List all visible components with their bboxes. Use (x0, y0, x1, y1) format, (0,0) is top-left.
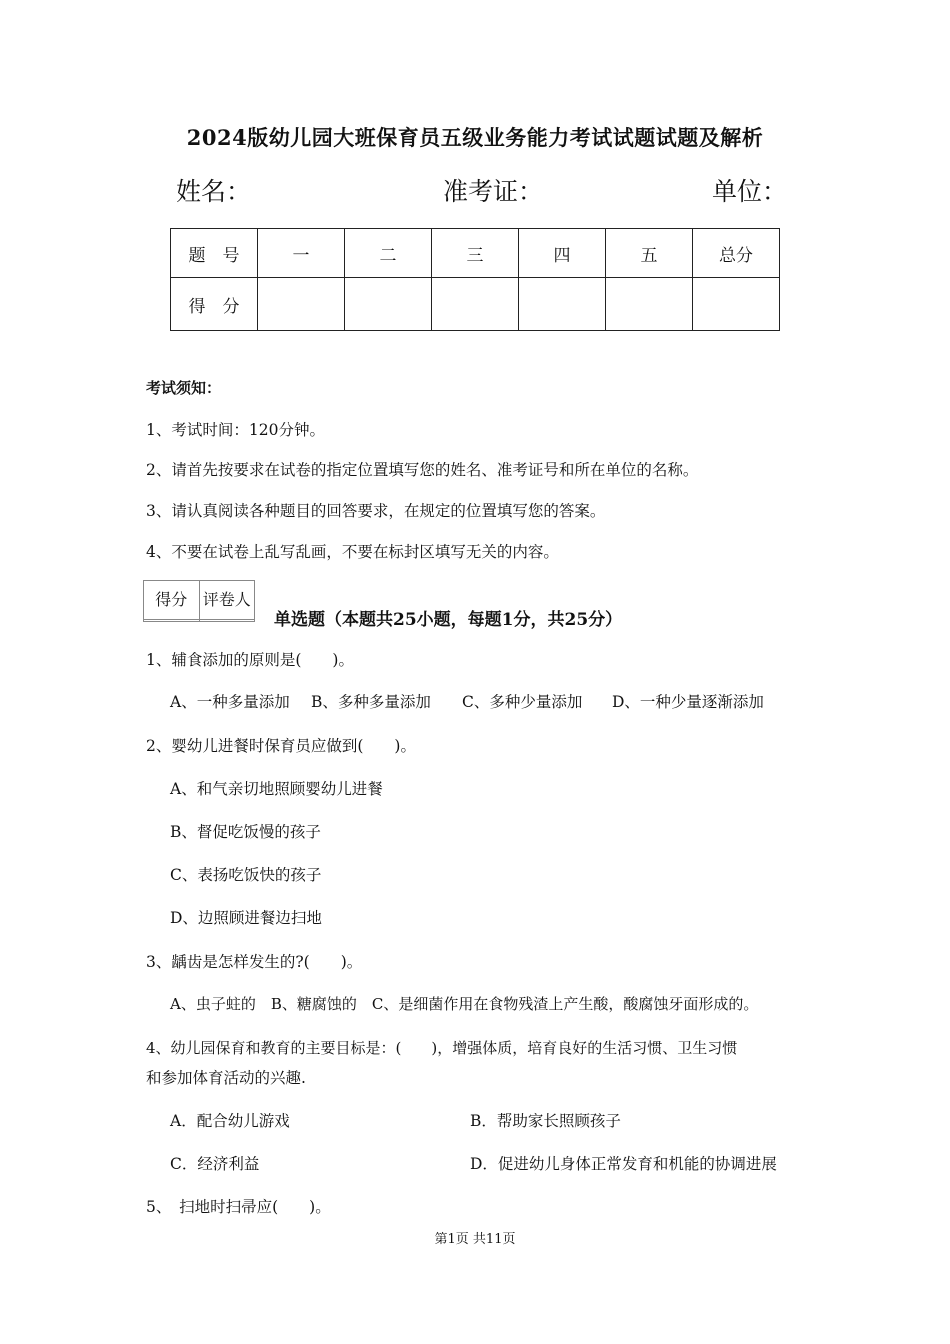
score-header-cell: 二 (345, 229, 432, 278)
grader-score-label: 得分 (144, 581, 200, 620)
score-header-cell: 题 号 (171, 229, 258, 278)
score-input-cell[interactable] (606, 278, 693, 331)
unit-field-label: 单位： (712, 177, 788, 206)
score-table (170, 228, 780, 331)
question-2-option-d: D、边照顾进餐边扫地 (170, 909, 322, 927)
score-header-cell: 五 (606, 229, 693, 278)
score-input-cell[interactable] (432, 278, 519, 331)
score-table-header-row (171, 229, 780, 278)
name-field-label: 姓名： (176, 177, 252, 206)
score-table-score-row (171, 278, 780, 331)
question-3-stem: 3、龋齿是怎样发生的?( )。 (146, 953, 363, 971)
question-1-option-b: B、多种多量添加 (311, 693, 431, 711)
note-item: 1、考试时间：120分钟。 (146, 421, 325, 439)
grader-box (143, 580, 255, 622)
question-1-option-c: C、多种少量添加 (462, 693, 583, 711)
question-2-option-c: C、表扬吃饭快的孩子 (170, 866, 322, 884)
score-header-cell: 总分 (693, 229, 780, 278)
question-3-options: A、虫子蛀的 B、糖腐蚀的 C、是细菌作用在食物残渣上产生酸，酸腐蚀牙面形成的。 (170, 995, 759, 1013)
note-item: 4、不要在试卷上乱写乱画，不要在标封区填写无关的内容。 (146, 543, 559, 561)
question-2-option-a: A、和气亲切地照顾婴幼儿进餐 (170, 780, 383, 798)
score-header-cell: 一 (258, 229, 345, 278)
question-4-option-b: B．帮助家长照顾孩子 (470, 1112, 621, 1130)
score-input-cell[interactable] (693, 278, 780, 331)
question-2-option-b: B、督促吃饭慢的孩子 (170, 823, 321, 841)
document-title: 2024版幼儿园大班保育员五级业务能力考试试题试题及解析 (186, 125, 764, 150)
exam-id-field-label: 准考证： (443, 177, 544, 206)
grader-score-cell[interactable] (144, 620, 200, 622)
score-input-cell[interactable] (519, 278, 606, 331)
score-row-label: 得 分 (171, 278, 258, 331)
section-title: 单选题（本题共25小题，每题1分，共25分） (274, 610, 623, 630)
question-4-stem-line-2: 和参加体育活动的兴趣. (146, 1069, 306, 1087)
question-4-option-d: D．促进幼儿身体正常发育和机能的协调进展 (470, 1155, 777, 1173)
question-1-option-a: A、一种多量添加 (170, 693, 290, 711)
question-2-stem: 2、婴幼儿进餐时保育员应做到( )。 (146, 737, 416, 755)
question-1-option-d: D、一种少量逐渐添加 (612, 693, 764, 711)
question-5-stem: 5、 扫地时扫帚应( )。 (146, 1198, 331, 1216)
question-4-option-c: C．经济利益 (170, 1155, 260, 1173)
note-item: 2、请首先按要求在试卷的指定位置填写您的姓名、准考证号和所在单位的名称。 (146, 461, 699, 479)
question-4-option-a: A．配合幼儿游戏 (170, 1112, 290, 1130)
score-input-cell[interactable] (258, 278, 345, 331)
grader-name-cell[interactable] (199, 620, 255, 622)
page-footer: 第1页 共11页 (434, 1232, 516, 1247)
score-header-cell: 三 (432, 229, 519, 278)
score-input-cell[interactable] (345, 278, 432, 331)
note-item: 3、请认真阅读各种题目的回答要求，在规定的位置填写您的答案。 (146, 502, 606, 520)
grader-name-label: 评卷人 (199, 581, 255, 620)
question-4-stem-line-1: 4、幼儿园保育和教育的主要目标是：( )，增强体质，培育良好的生活习惯、卫生习惯 (146, 1039, 738, 1057)
notes-heading: 考试须知： (146, 379, 222, 397)
question-1-stem: 1、辅食添加的原则是( )。 (146, 651, 354, 669)
score-header-cell: 四 (519, 229, 606, 278)
